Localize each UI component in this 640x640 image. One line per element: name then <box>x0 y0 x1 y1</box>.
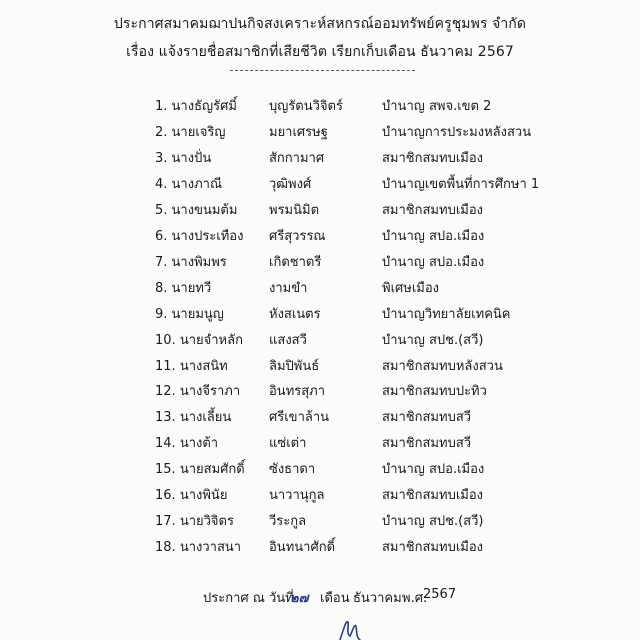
member-first-name: นางขนมต้ม <box>171 202 238 218</box>
member-first-name: นายเจริญ <box>171 124 226 140</box>
member-row <box>0 484 640 504</box>
member-number-and-name <box>155 225 243 246</box>
member-first-name: นายจำหลัก <box>179 332 243 348</box>
member-affiliation: สมาชิกสมทบเมือง <box>382 540 483 556</box>
member-row <box>0 225 640 245</box>
member-row <box>0 406 640 426</box>
member-number: 16. <box>155 488 176 504</box>
member-number: 12. <box>155 384 176 400</box>
member-affiliation: พิเศษเมือง <box>382 280 440 296</box>
member-surname: อินทรสุภา <box>269 384 326 400</box>
member-number: 9. <box>155 306 168 322</box>
member-number: 14. <box>155 436 176 452</box>
member-row <box>0 329 640 349</box>
member-number-and-name <box>155 510 234 531</box>
member-number-and-name <box>155 355 228 376</box>
member-number: 17. <box>155 514 176 530</box>
member-number-and-name <box>155 329 243 350</box>
member-row <box>0 536 640 556</box>
member-first-name: นางภาณี <box>171 176 223 192</box>
member-affiliation: บำนาญวิทยาลัยเทคนิค <box>382 306 511 322</box>
member-number-and-name <box>155 484 227 505</box>
member-first-name: นางธัญรัศมิ์ <box>171 99 237 114</box>
member-affiliation: บำนาญ สปช.(สวี) <box>382 332 484 348</box>
announcement-subtitle: เรื่อง แจ้งรายชื่อสมาชิกที่เสียชีวิต เรียกเก็บเดือน ธันวาคม 2567 <box>126 44 514 60</box>
member-surname: บุญรัตนวิจิตร์ <box>269 99 343 114</box>
member-surname: หังสเนตร <box>269 306 321 322</box>
member-surname: ศรีเขาล้าน <box>269 410 330 426</box>
member-affiliation: บำนาญ สพจ.เขต 2 <box>382 99 492 114</box>
month-label: เดือน <box>320 591 350 606</box>
member-number-and-name <box>155 95 237 116</box>
member-affiliation: บำนาญ สปอ.เมือง <box>382 228 485 244</box>
member-number-and-name <box>155 147 211 168</box>
member-row <box>0 510 640 530</box>
member-number: 1. <box>155 99 168 114</box>
member-number: 10. <box>155 332 176 348</box>
member-number-and-name <box>155 432 218 453</box>
member-affiliation: สมาชิกสมทบสวี <box>382 410 472 426</box>
member-row <box>0 277 640 297</box>
member-first-name: นางต้า <box>179 436 219 452</box>
member-number-and-name <box>155 536 241 557</box>
member-affiliation: บำนาญ สปอ.เมือง <box>382 462 485 478</box>
member-row <box>0 95 640 115</box>
member-affiliation: บำนาญเขตพื้นที่การศึกษา 1 <box>382 176 540 192</box>
announcement-title: ประกาศสมาคมฌาปนกิจสงเคราะห์สหกรณ์ออมทรัพย์ครูชุมพร จำกัด <box>113 16 527 32</box>
member-surname: งามขำ <box>269 280 308 296</box>
announce-day-handwritten: ๒๗ <box>290 591 309 606</box>
member-number: 4. <box>155 176 168 192</box>
member-surname: แซ่เต่า <box>269 436 307 452</box>
member-number-and-name <box>155 458 245 479</box>
member-surname: พรมนิมิต <box>269 202 320 218</box>
member-row <box>0 199 640 219</box>
member-first-name: นายทวี <box>171 280 212 296</box>
member-row <box>0 303 640 323</box>
member-row <box>0 432 640 452</box>
member-surname: วีระกูล <box>269 514 307 530</box>
member-row <box>0 147 640 167</box>
member-first-name: นางวาสนา <box>179 540 242 556</box>
member-surname: เกิดชาตรี <box>269 254 322 270</box>
member-row <box>0 251 640 271</box>
member-number: 11. <box>155 358 176 374</box>
member-row <box>0 380 640 400</box>
member-surname: แสงสวี <box>269 332 307 348</box>
member-number-and-name <box>155 380 240 401</box>
announce-date-label: ประกาศ ณ วันที่ <box>203 591 294 606</box>
member-row <box>0 458 640 478</box>
member-number-and-name <box>155 173 222 194</box>
year-label: พ.ศ. <box>402 591 428 606</box>
member-number-and-name <box>155 121 225 142</box>
member-surname: มยาเศรษฐ <box>269 124 328 140</box>
member-surname: สักกามาศ <box>269 150 325 166</box>
member-first-name: นางปั่น <box>171 150 212 166</box>
member-number-and-name <box>155 303 224 324</box>
member-first-name: นางพินัย <box>179 488 228 504</box>
member-number: 7. <box>155 254 168 270</box>
member-first-name: นางสนิท <box>179 358 228 374</box>
member-affiliation: บำนาญ สปอ.เมือง <box>382 254 485 270</box>
member-row <box>0 173 640 193</box>
member-surname: นาวานุกูล <box>269 488 325 504</box>
member-first-name: นางพิมพร <box>171 254 227 270</box>
member-number: 5. <box>155 202 168 218</box>
member-number-and-name <box>155 406 231 427</box>
member-first-name: นางจีราภา <box>179 384 241 400</box>
member-number-and-name <box>155 199 237 220</box>
member-first-name: นางเลี้ยน <box>179 410 232 426</box>
year-value: 2567 <box>423 587 457 602</box>
member-affiliation: บำนาญ สปช.(สวี) <box>382 514 484 530</box>
member-surname: ศรีสุวรรณ <box>269 228 326 244</box>
member-row <box>0 121 640 141</box>
divider <box>230 70 415 71</box>
signature-mark <box>336 618 366 640</box>
member-affiliation: สมาชิกสมทบหลังสวน <box>382 358 503 374</box>
member-first-name: นางประเทือง <box>171 228 244 244</box>
member-surname: อินทนาศักดิ์ <box>269 540 336 556</box>
member-number: 6. <box>155 228 168 244</box>
member-first-name: นายสมศักดิ์ <box>179 462 245 478</box>
member-first-name: นายวิจิตร <box>179 514 234 530</box>
member-number: 13. <box>155 410 176 426</box>
member-affiliation: สมาชิกสมทบเมือง <box>382 202 483 218</box>
member-surname: ลิมปิพันธ์ <box>269 358 320 374</box>
month-value: ธันวาคม <box>353 591 402 606</box>
member-surname: วุฒิพงศ์ <box>269 176 312 192</box>
member-number: 2. <box>155 124 168 140</box>
member-number: 18. <box>155 540 176 556</box>
member-affiliation: บำนาญการประมงหลังสวน <box>382 124 532 140</box>
member-number: 8. <box>155 280 168 296</box>
member-number-and-name <box>155 277 211 298</box>
member-affiliation: สมาชิกสมทบปะทิว <box>382 384 487 400</box>
member-number-and-name <box>155 251 227 272</box>
member-number: 15. <box>155 462 176 478</box>
member-row <box>0 355 640 375</box>
member-affiliation: สมาชิกสมทบเมือง <box>382 150 483 166</box>
member-affiliation: สมาชิกสมทบสวี <box>382 436 472 452</box>
member-affiliation: สมาชิกสมทบเมือง <box>382 488 483 504</box>
member-surname: ซังธาดา <box>269 462 316 478</box>
member-first-name: นายมนูญ <box>171 306 224 322</box>
member-number: 3. <box>155 150 168 166</box>
